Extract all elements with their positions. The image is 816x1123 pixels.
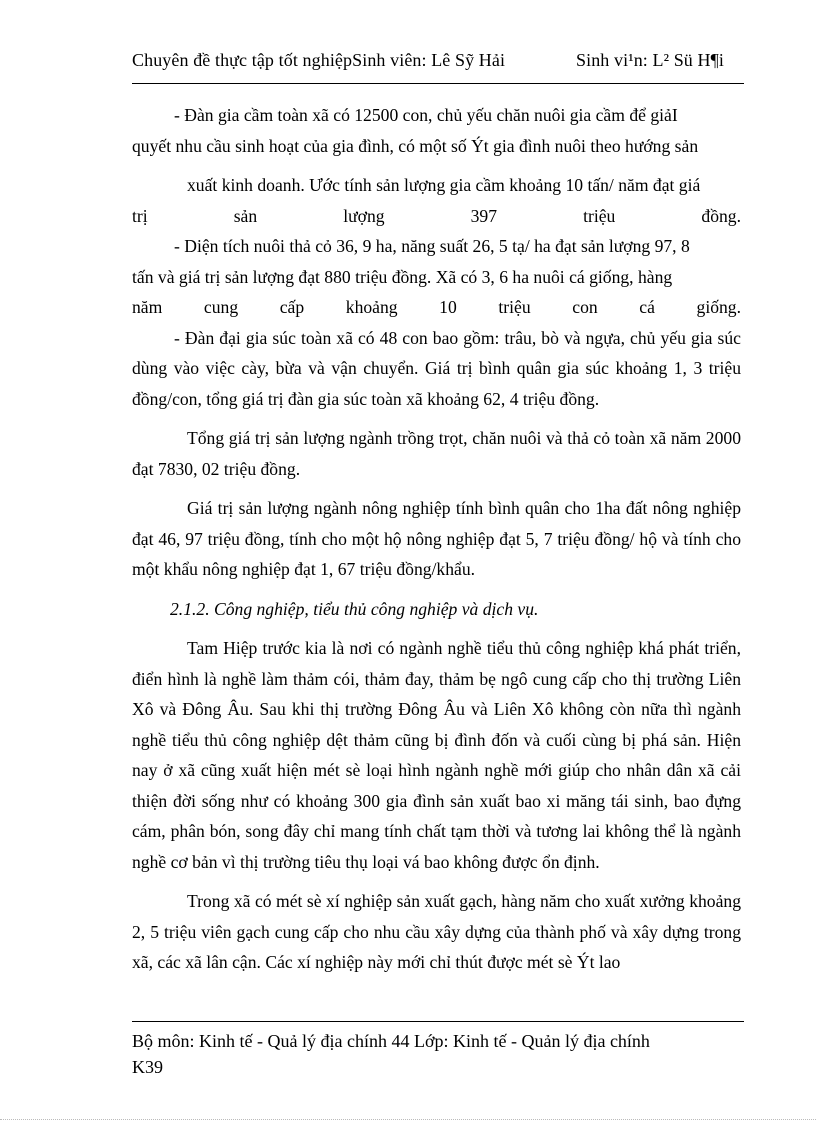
page-header: [132, 50, 744, 71]
footer-line-2: K39: [132, 1057, 163, 1077]
paragraph-gap: [132, 414, 741, 423]
fish-paragraph-line-2: tấn và giá trị sản lượng đạt 880 triệu đồng. Xã có 3, 6 ha nuôi cá giống, hàng: [132, 266, 673, 287]
footer-line-1: Bộ môn: Kinh tế - Quả lý địa chính 44 Lớp: Kinh tế - Quản lý địa chính: [132, 1031, 650, 1051]
brick-factory-paragraph: Trong xã có mét sè xí nghiệp sản xuất gạch, hàng năm cho xuất xưởng khoảng 2, 5 triệu viên gạch cung cấp cho nhu cầu xây dựng của thành phố và xây dựng trong xã, các xã lân cận. Các xí nghiệp này mới chỉ thút được mét sè Ýt lao: [132, 891, 741, 972]
section-heading: 2.1.2. Công nghiệp, tiểu thủ công nghiệp và dịch vụ.: [170, 598, 539, 619]
document-body: [132, 100, 741, 978]
poultry-paragraph-line-1: - Đàn gia cầm toàn xã có 12500 con, chủ yếu chăn nuôi gia cầm để giảI: [174, 105, 678, 125]
poultry-paragraph-line-4: trị sản lượng 397 triệu đồng.: [132, 205, 741, 226]
paragraph-gap: [132, 877, 741, 886]
poultry-paragraph-line-3: xuất kinh doanh. Ước tính sản lượng gia cầm khoảng 10 tấn/ năm đạt giá: [187, 175, 701, 195]
header-left-text: Chuyên đề thực tập tốt nghiệpSinh viên: Lê Sỹ Hải: [132, 50, 506, 70]
footer-divider: [132, 1021, 744, 1022]
fish-paragraph-line-3: năm cung cấp khoảng 10 triệu con cá giống.: [132, 297, 741, 317]
fish-paragraph-line-1: - Diện tích nuôi thả cỏ 36, 9 ha, năng suất 26, 5 tạ/ ha đạt sản lượng 97, 8: [174, 236, 690, 256]
page-bottom-edge: [0, 1119, 816, 1120]
paragraph-gap: [132, 585, 741, 594]
paragraph-gap: [132, 624, 741, 633]
total-value-paragraph: Tổng giá trị sản lượng ngành trồng trọt, chăn nuôi và thả cỏ toàn xã năm 2000 đạt 7830, 02 triệu đồng.: [132, 428, 741, 479]
header-divider: [132, 83, 744, 84]
livestock-paragraph: - Đàn đại gia súc toàn xã có 48 con bao gồm: trâu, bò và ngựa, chủ yếu gia súc dùng vào việc cày, bừa và vận chuyển. Giá trị bình quân gia súc khoảng 1, 3 triệu đồng/con, tổng giá trị đàn gia súc toàn xã khoảng 62, 4 triệu đồng.: [132, 327, 741, 409]
line-gap: [132, 161, 741, 170]
header-right-text: Sinh vi¹n: L² Sü H¶i: [576, 50, 724, 70]
agriculture-value-paragraph: Giá trị sản lượng ngành nông nghiệp tính bình quân cho 1ha đất nông nghiệp đạt 46, 97 triệu đồng, tính cho một hộ nông nghiệp đạt 5, 7 triệu đồng/ hộ và tính cho một khẩu nông nghiệp đạt 1, 67 triệu đồng/khẩu.: [132, 498, 741, 579]
poultry-paragraph-line-2: quyết nhu cầu sinh hoạt của gia đình, có một số Ýt gia đình nuôi theo hướng sản: [132, 135, 699, 156]
industry-paragraph: Tam Hiệp trước kia là nơi có ngành nghề tiểu thủ công nghiệp khá phát triển, điển hình là nghề làm thảm cói, thảm đay, thảm bẹ ngô cung cấp cho thị trường Liên Xô và Đông Âu. Sau khi thị trường Đông Âu và Liên Xô không còn nữa thì ngành nghề tiểu thủ công nghiệp dệt thảm cũng bị đình đốn và cuối cùng bị phá sản. Hiện nay ở xã cũng xuất hiện mét sè loại hình ngành nghề mới giúp cho nhân dân xã cải thiện đời sống như có khoảng 300 gia đình sản xuất bao xi măng tái sinh, bao đựng cám, phân bón, song đây chỉ mang tính chất tạm thời và tương lai không thể là ngành nghề cơ bản vì thị trường tiêu thụ loại vá bao không được ổn định.: [132, 638, 741, 872]
page-footer: [132, 1028, 732, 1080]
paragraph-gap: [132, 484, 741, 493]
